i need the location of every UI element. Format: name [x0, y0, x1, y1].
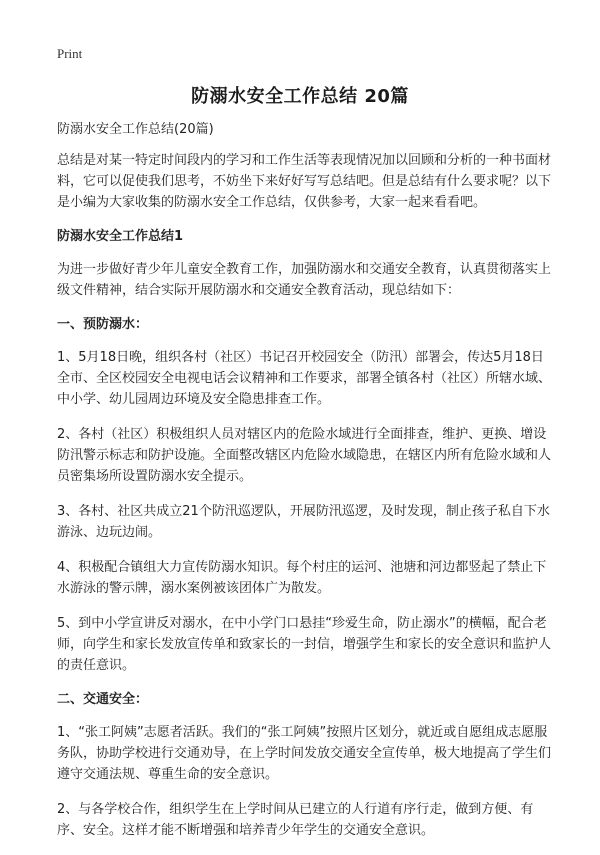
document-subtitle: 防溺水安全工作总结(20篇): [57, 122, 214, 137]
list-item: 1、5月18日晚，组织各村（社区）书记召开校园安全（防汛）部署会，传达5月18日全市、全区校园安全电视电话会议精神和工作要求，部署全镇各村（社区）所辖水域、中小学、幼儿园周边环境及安全隐患排查工作。: [57, 350, 552, 407]
intro-paragraph: 总结是对某一特定时间段内的学习和工作生活等表现情况加以回顾和分析的一种书面材料，它可以促使我们思考，不妨坐下来好好写写总结吧。但是总结有什么要求呢？以下是小编为大家收集的防溺水安全工作总结，仅供参考，大家一起来看看吧。: [57, 153, 552, 210]
list-item: 2、与各学校合作，组织学生在上学时间从已建立的人行道有序行走，做到方便、有序、安全。这样才能不断增强和培养青少年学生的交通安全意识。: [57, 802, 534, 838]
section-heading: 防溺水安全工作总结1: [57, 229, 184, 244]
list-item: 5、到中小学宣讲反对溺水，在中小学门口悬挂“珍爱生命，防止溺水”的横幅，配合老师，向学生和家长发放宣传单和致家长的一封信，增强学生和家长的安全意识和监护人的责任意识。: [57, 616, 552, 673]
print-link[interactable]: Print: [57, 46, 83, 61]
list-item: 3、各村、社区共成立21个防汛巡逻队，开展防汛巡逻，及时发现，制止孩子私自下水游泳、边玩边闹。: [57, 504, 550, 540]
list-item: 4、积极配合镇组大力宣传防溺水知识。每个村庄的运河、池塘和河边都竖起了禁止下水游泳的警示牌，溺水案例被该团体广为散发。: [57, 560, 547, 596]
section-intro-paragraph: 为进一步做好青少年儿童安全教育工作，加强防溺水和交通安全教育，认真贯彻落实上级文件精神，结合实际开展防溺水和交通安全教育活动，现总结如下：: [57, 262, 552, 298]
list-item: 1、“张工阿姨”志愿者活跃。我们的“张工阿姨”按照片区划分，就近或自愿组成志愿服务队，协助学校进行交通劝导，在上学时间发放交通安全宣传单，极大地提高了学生们遵守交通法规、尊重生命的安全意识。: [57, 725, 552, 782]
document-body: [57, 120, 552, 855]
part-heading-drowning: 一、预防溺水：: [57, 317, 149, 332]
list-item: 2、各村（社区）积极组织人员对辖区内的危险水域进行全面排查，维护、更换、增设防汛警示标志和防护设施。全面整改辖区内危险水域隐患，在辖区内所有危险水域和人员密集场所设置防溺水安全提示。: [57, 427, 552, 484]
part-heading-traffic: 二、交通安全：: [57, 692, 149, 707]
page-title: 防溺水安全工作总结 20篇: [191, 86, 409, 107]
